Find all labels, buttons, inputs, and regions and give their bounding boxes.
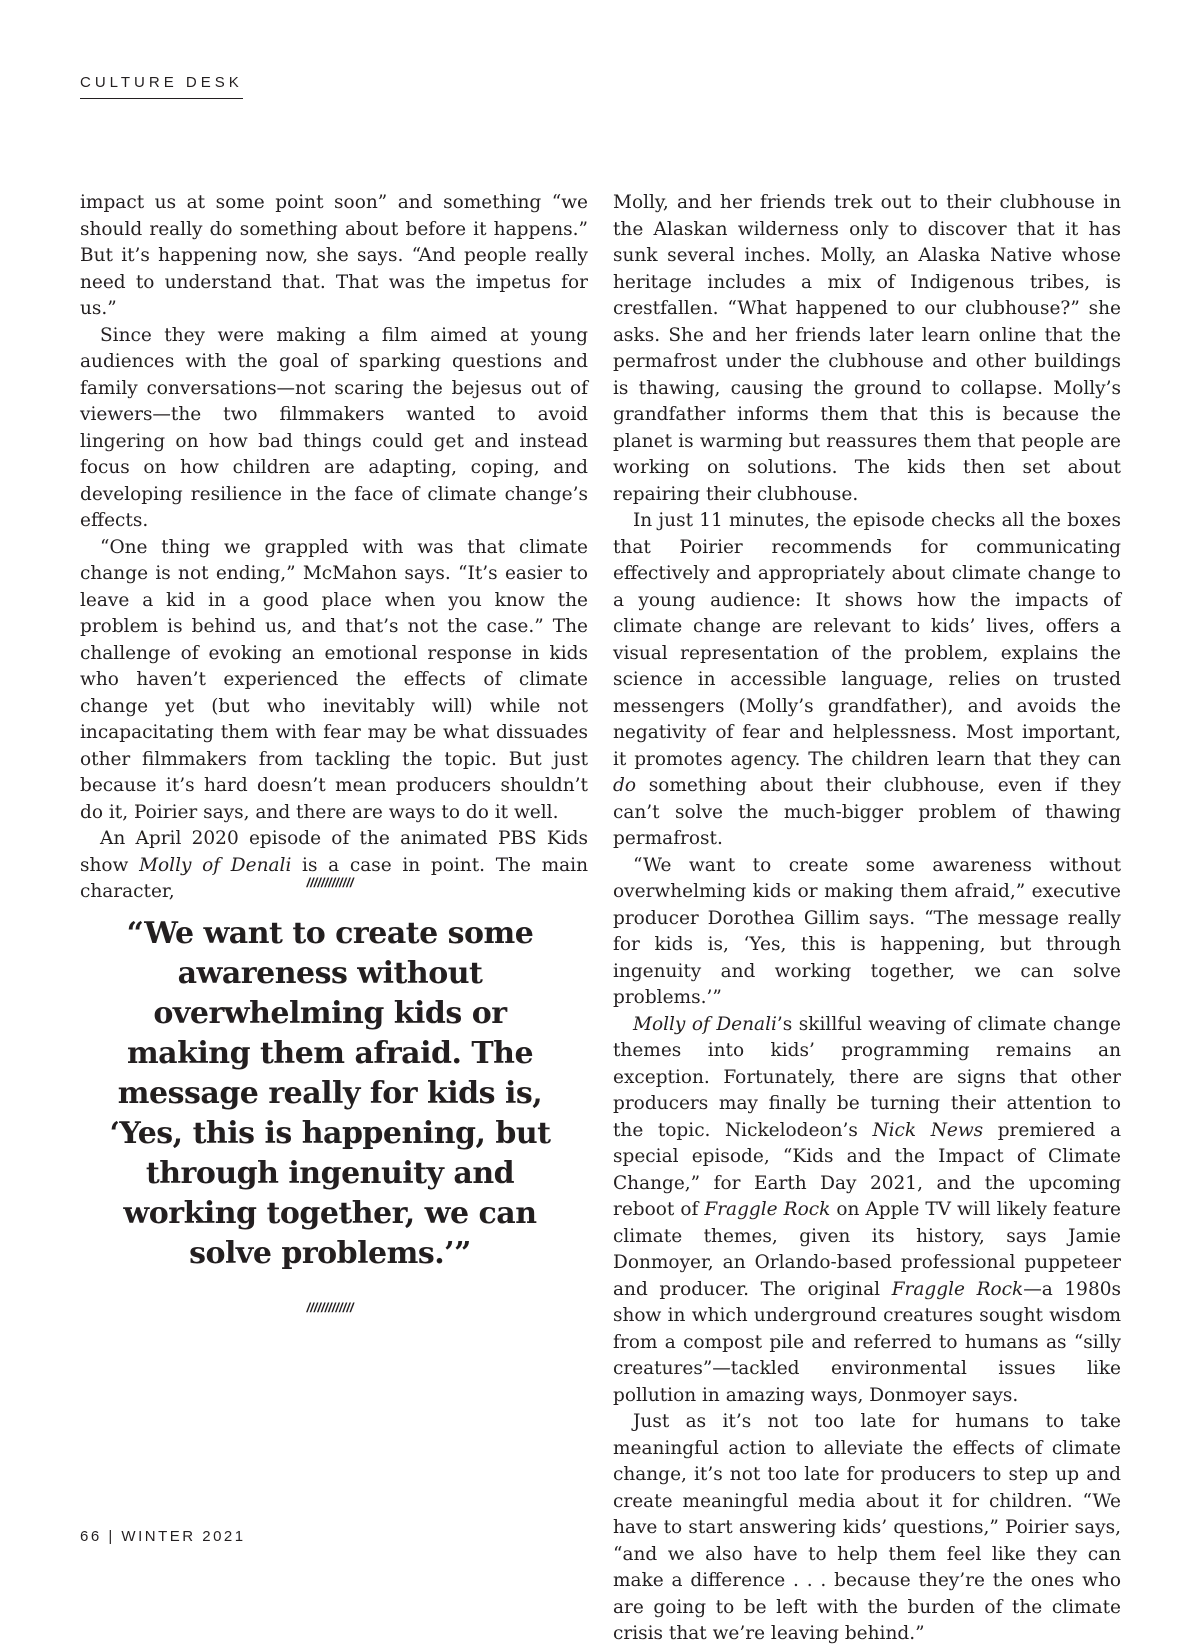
text-run: premiered a special episode, “Kids and the Impact of Climate Change,” for Earth Day 2021, and the upcoming reboot of	[613, 1119, 1121, 1220]
section-label: CULTURE DESK	[80, 74, 243, 99]
text-run: on Apple TV will likely feature climate themes, given its history, says Jamie Donmoyer, an Orlando-based professional puppeteer and producer. The original	[613, 1199, 1121, 1300]
text-run: is a case in point. The main character,	[80, 854, 588, 902]
pull-quote-text: “We want to create some awareness without overwhelming kids or making them afraid. The message really for kids is, ‘Yes, this is happening, but through ingenuity and working together, we can solve problems.’”	[109, 916, 551, 1271]
paragraph: Since they were making a film aimed at young audiences with the goal of sparking questions and family conversations—not scaring the bejesus out of viewers—the two filmmakers wanted to avoid lingering on how bad things could get and instead focus on how children are adapting, coping, and developing resilience in the face of climate change’s effects.	[80, 324, 588, 531]
show-title: Nick News	[872, 1119, 984, 1141]
paragraph: Molly, and her friends trek out to their clubhouse in the Alaskan wilderness only to discover that it has sunk several inches. Molly, an Alaska Native whose heritage includes a mix of Indigenous tribes, is crestfallen. “What happened to our clubhouse?” she asks. She and her friends later learn online that the permafrost under the clubhouse and other buildings is thawing, causing the ground to collapse. Molly’s grandfather informs them that this is because the planet is warming but reassures them that people are working on solutions. The kids then set about repairing their clubhouse.	[613, 192, 1121, 505]
show-title: Fraggle Rock	[704, 1199, 831, 1220]
page-footer: 66 | WINTER 2021	[80, 1528, 246, 1545]
text-run: An April 2020 episode of the animated PBS Kids show	[80, 828, 588, 876]
paragraph: Just as it’s not too late for humans to take meaningful action to alleviate the effects of climate change, it’s not too late for producers to step up and create meaningful media about it for children. “We have to start answering kids’ questions,” Poirier says, “and we also have to help them feel like they can make a difference . . . because they’re the ones who are going to be left with the burden of the climate crisis that we’re leaving behind.”	[613, 1411, 1121, 1644]
paragraph	[613, 1012, 1121, 1410]
right-column	[613, 190, 1121, 1648]
left-column	[80, 190, 588, 906]
pull-quote	[100, 875, 560, 1315]
text-run: ’s skillful weaving of climate change themes into kids’ programming remains an exception. Fortunately, there are signs that other producers may finally be turning their attention to the topic. Nickelodeon’s	[613, 1013, 1122, 1141]
paragraph: “One thing we grappled with was that climate change is not ending,” McMahon says. “It’s easier to leave a kid in a good place when you know the problem is behind us, and that’s not the case.” The challenge of evoking an emotional response in kids who haven’t experienced the effects of climate change yet (but who inevitably will) while not incapacitating them with fear may be what dissuades other filmmakers from tackling the topic. But just because it’s hard doesn’t mean producers shouldn’t do it, Poirier says, and there are ways to do it well.	[80, 536, 588, 823]
text-run: In just 11 minutes, the episode checks all the boxes that Poirier recommends for communicating effectively and appropriately about climate change to a young audience: It shows how the impacts of climate change are relevant to kids’ lives, offers a visual representation of the problem, explains the science in accessible language, relies on trusted messengers (Molly’s grandfather), and avoids the negativity of fear and helplessness. Most important, it promotes agency. The children learn that they can	[613, 510, 1121, 770]
show-title: Molly of Denali	[633, 1013, 777, 1035]
paragraph: “We want to create some awareness without overwhelming kids or making them afraid,” executive producer Dorothea Gillim says. “The message really for kids is, ‘Yes, this is happening, but through ingenuity and working together, we can solve problems.’”	[613, 854, 1121, 1008]
emphasis: do	[613, 775, 636, 796]
show-title: Molly of Denali	[139, 854, 292, 876]
paragraph: impact us at some point soon” and something “we should really do something about before it happens.” But it’s happening now, she says. “And people really need to understand that. That was the impetus for us.”	[80, 192, 588, 319]
text-run: something about their clubhouse, even if they can’t solve the much-bigger problem of thawing permafrost.	[613, 775, 1121, 849]
show-title: Fraggle Rock	[891, 1278, 1024, 1300]
pull-quote-mark-bottom: /////////////	[306, 1300, 354, 1315]
paragraph	[613, 508, 1121, 853]
text-run: —a 1980s show in which underground creatures sought wisdom from a compost pile and referred to humans as “silly creatures”—tackled environmental issues like pollution in amazing ways, Donmoyer says.	[613, 1278, 1121, 1406]
pull-quote-mark-top: /////////////	[306, 875, 354, 890]
